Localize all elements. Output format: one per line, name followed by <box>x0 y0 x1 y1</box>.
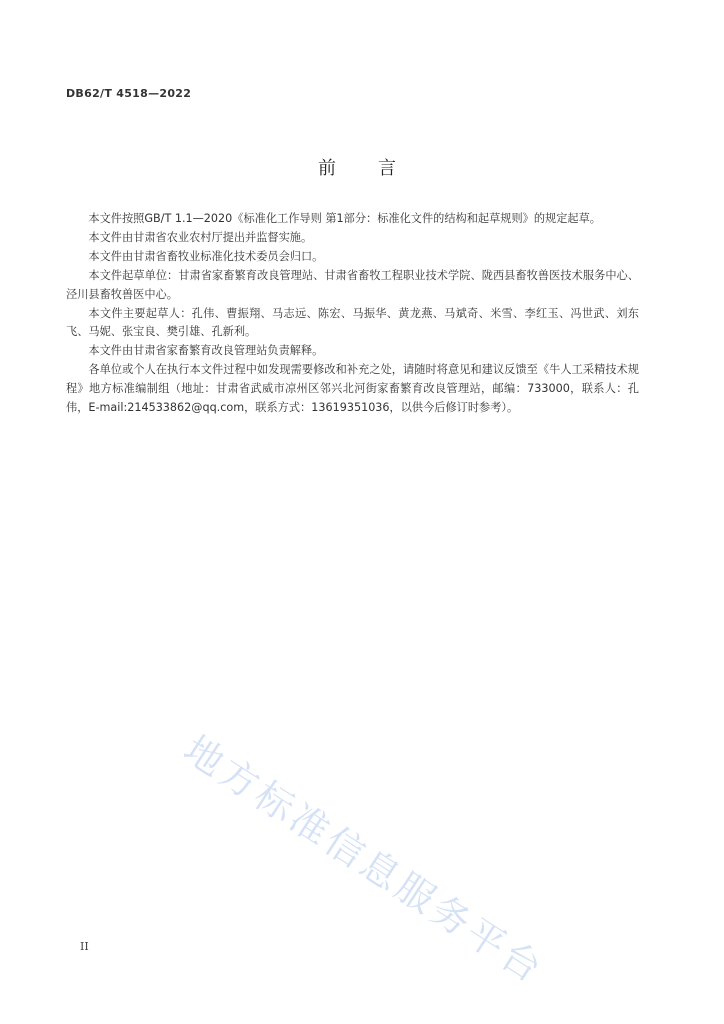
paragraph-drafting-rules: 本文件按照GB/T 1.1—2020《标准化工作导则 第1部分：标准化文件的结构和起草规则》的规定起草。 <box>88 212 601 225</box>
section-title: 前言 <box>318 158 438 179</box>
document-code: DB62/T 4518—2022 <box>66 87 192 100</box>
paragraph-feedback-contact: 各单位或个人在执行本文件过程中如发现需要修改和补充之处，请随时将意见和建议反馈至《牛人工采精技术规程》地方标准编制组（地址：甘肃省武威市凉州区邻兴北河街家畜繁育改良管理站，邮编：733000，联系人：孔伟，E-mail:214533862@qq.com，联系方式：13619351036，以供今后修订时参考）。 <box>66 363 639 415</box>
page-number: II <box>80 940 89 953</box>
paragraph-responsible-committee: 本文件由甘肃省畜牧业标准化技术委员会归口。 <box>88 249 324 263</box>
paragraph-proposer: 本文件由甘肃省农业农村厅提出并监督实施。 <box>88 230 313 244</box>
paragraph-drafting-units: 本文件起草单位：甘肃省家畜繁育改良管理站、甘肃省畜牧工程职业技术学院、陇西县畜牧兽医技术服务中心、泾川县畜牧兽医中心。 <box>66 268 639 301</box>
foreword-body <box>66 210 639 418</box>
paragraph-main-drafters: 本文件主要起草人：孔伟、曹振翔、马志远、陈宏、马振华、黄龙燕、马斌奇、米雪、李红玉、冯世武、刘东飞、马妮、张宝良、樊引雄、孔新利。 <box>66 306 639 339</box>
paragraph-interpretation: 本文件由甘肃省家畜繁育改良管理站负责解释。 <box>88 344 324 358</box>
watermark: 地方标准信息服务平台 <box>176 726 553 993</box>
